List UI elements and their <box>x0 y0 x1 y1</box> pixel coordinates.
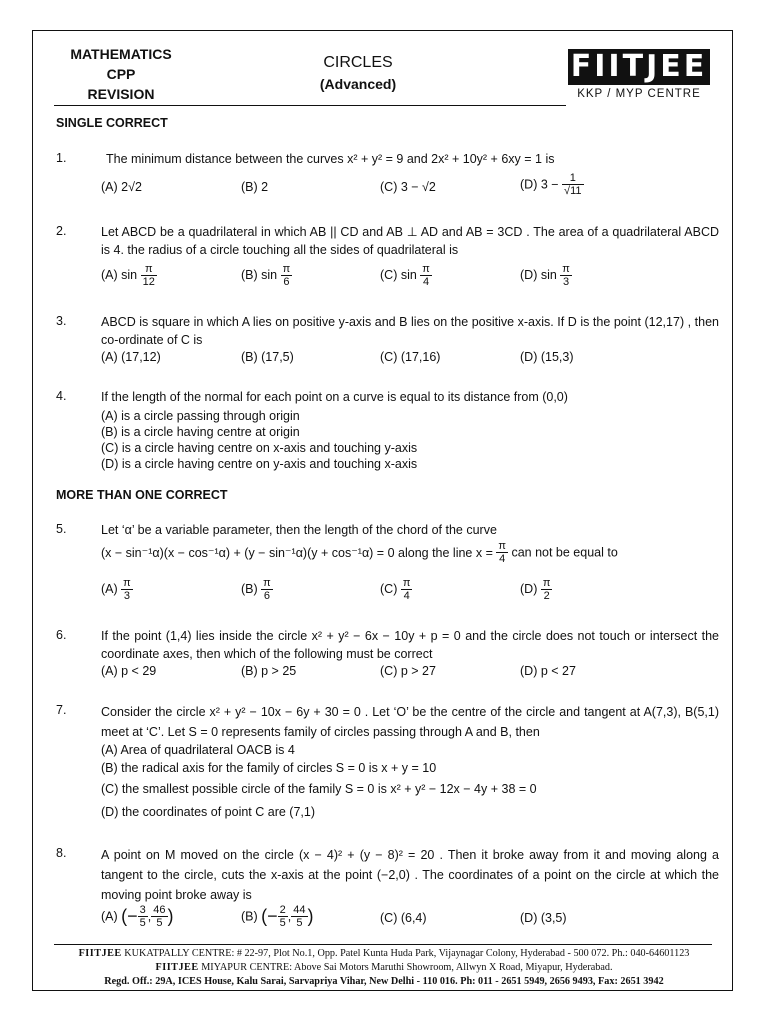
q8-a-x-den: 5 <box>139 917 146 929</box>
footer-miyapur <box>40 961 728 975</box>
q7-option-a: (A) Area of quadrilateral OACB is 4 <box>101 743 295 757</box>
header-divider <box>54 105 566 106</box>
q8-a-x-num: 3 <box>139 904 146 916</box>
q8-number: 8. <box>56 846 67 860</box>
q2-d-num: π <box>562 263 570 275</box>
q5-eq-den: 4 <box>499 553 506 565</box>
q4-option-c: (C) is a circle having centre on x-axis and touching y-axis <box>101 441 418 455</box>
q4-number: 4. <box>56 389 67 403</box>
q5-option-b <box>241 577 273 602</box>
q1-option-d-fraction <box>562 172 583 197</box>
footer-logo-2: FIITJEE <box>155 962 199 973</box>
q5-a-label: (A) <box>101 581 118 596</box>
q5-b-num: π <box>263 577 271 589</box>
q2-option-c <box>380 263 432 288</box>
q6-option-a: (A) p < 29 <box>101 664 157 678</box>
q6-option-b: (B) p > 25 <box>241 664 297 678</box>
q5-c-den: 4 <box>403 590 410 602</box>
q3-option-c: (C) (17,16) <box>380 350 441 364</box>
q8-option-c: (C) (6,4) <box>380 911 427 925</box>
q7-number: 7. <box>56 703 67 717</box>
q5-eq-tail: can not be equal to <box>511 545 618 560</box>
q4-text: If the length of the normal for each point on a curve is equal to its distance from (0,0) <box>101 390 568 404</box>
footer-divider <box>54 944 712 945</box>
q3-option-a: (A) (17,12) <box>101 350 161 364</box>
q2-a-label: (A) sin <box>101 267 138 282</box>
q6-option-c: (C) p > 27 <box>380 664 436 678</box>
footer-regd-office: Regd. Off.: 29A, ICES House, Kalu Sarai, Sarvapriya Vihar, New Delhi - 110 016. Ph: 011 - 2651 5949, 2656 9493, Fax: 2651 3942 <box>104 976 664 987</box>
q2-number: 2. <box>56 224 67 238</box>
q1-option-d-label: (D) 3 − <box>520 177 559 192</box>
q2-c-den: 4 <box>423 276 430 288</box>
q8-b-x-num: 2 <box>279 904 286 916</box>
q6-option-d: (D) p < 27 <box>520 664 576 678</box>
q2-d-den: 3 <box>563 276 570 288</box>
q1-text: The minimum distance between the curves x² + y² = 9 and 2x² + 10y² + 6xy = 1 is <box>106 152 555 166</box>
q3-number: 3. <box>56 314 67 328</box>
q5-d-label: (D) <box>520 581 538 596</box>
q5-eq-main: (x − sin⁻¹α)(x − cos⁻¹α) + (y − sin⁻¹α)(y + cos⁻¹α) = 0 along the line x = <box>101 546 493 560</box>
footer-kukatpally <box>40 947 728 961</box>
q2-a-den: 12 <box>142 276 155 288</box>
q3-option-d: (D) (15,3) <box>520 350 574 364</box>
q1-d-num: 1 <box>562 172 583 185</box>
fiitjee-logo: FIITJEE <box>568 49 710 85</box>
q2-c-label: (C) sin <box>380 267 417 282</box>
q8-option-a: (A) (− $\frac{3}{5}$ , $\frac{46}{5}$ ) <box>101 904 174 929</box>
q8-a-y-num: 46 <box>153 904 166 916</box>
q2-d-label: (D) sin <box>520 267 557 282</box>
q6-number: 6. <box>56 628 67 642</box>
q8-a-y-den: 5 <box>156 917 163 929</box>
subject-label: MATHEMATICS <box>70 46 172 62</box>
q8-text: A point on M moved on the circle (x − 4)² + (y − 8)² = 20 . Then it broke away from it and moving along a tangent to the circle, cuts the x-axis at the point (−2,0) . The coordinates of a point on the circle at which the moving point broke away is <box>101 848 719 902</box>
q5-eq-num: π <box>498 540 506 552</box>
q5-a-den: 3 <box>123 590 131 602</box>
q5-b-label: (B) <box>241 581 258 596</box>
q8-option-d: (D) (3,5) <box>520 911 567 925</box>
q7-option-c: (C) the smallest possible circle of the family S = 0 is x² + y² − 12x − 4y + 38 = 0 <box>101 782 537 796</box>
q1-d-den: √11 <box>564 185 582 197</box>
q2-b-num: π <box>282 263 291 275</box>
q2-option-d <box>520 263 572 288</box>
q8-a-label: (A) <box>101 909 118 924</box>
q4-option-d: (D) is a circle having centre on y-axis and touching x-axis <box>101 457 418 471</box>
revision-label: REVISION <box>87 86 155 102</box>
q5-c-label: (C) <box>380 581 398 596</box>
q1-option-b: (B) 2 <box>241 180 269 194</box>
q1-option-c: (C) 3 − √2 <box>380 180 436 194</box>
q1-option-d <box>520 172 584 197</box>
q8-b-label: (B) <box>241 909 258 924</box>
footer-logo-1: FIITJEE <box>78 948 122 959</box>
footer-line-2: MIYAPUR CENTRE: Above Sai Motors Maruthi Showroom, Allwyn X Road, Miyapur, Hyderabad. <box>201 962 613 973</box>
q8-b-y-num: 44 <box>293 904 306 916</box>
q5-a-num: π <box>123 577 131 589</box>
q5-d-den: 2 <box>543 590 550 602</box>
q5-d-num: π <box>542 577 551 589</box>
subject-block <box>56 44 186 104</box>
section-more-than-one-correct: MORE THAN ONE CORRECT <box>56 488 228 502</box>
section-single-correct: SINGLE CORRECT <box>56 116 168 130</box>
q8-b-x-den: 5 <box>279 917 286 929</box>
q2-b-den: 6 <box>283 276 290 288</box>
q2-c-num: π <box>422 263 430 275</box>
page-title: CIRCLES <box>323 54 393 71</box>
q8-b-y-den: 5 <box>296 917 303 929</box>
q4-option-a: (A) is a circle passing through origin <box>101 409 300 423</box>
q7-option-b: (B) the radical axis for the family of circles S = 0 is x + y = 10 <box>101 761 437 775</box>
q2-a-num: π <box>141 263 157 276</box>
q5-option-d <box>520 577 552 602</box>
q5-number: 5. <box>56 522 67 536</box>
q2-b-label: (B) sin <box>241 267 278 282</box>
q1-number: 1. <box>56 151 67 165</box>
q7-text: Consider the circle x² + y² − 10x − 6y + 30 = 0 . Let ‘O’ be the centre of the circle and tangent at A(7,3), B(5,1) meet at ‘C’. Let S = 0 represents family of circles passing through A and B, then <box>101 705 719 739</box>
q4-option-b: (B) is a circle having centre at origin <box>101 425 300 439</box>
page-subtitle: (Advanced) <box>319 76 397 92</box>
title-block <box>288 52 428 94</box>
footer-line-1: KUKATPALLY CENTRE: # 22-97, Plot No.1, Opp. Patel Kunta Huda Park, Vijaynagar Colony, Hyderabad - 500 072. Ph.: 040-64601123 <box>124 948 690 959</box>
q7-option-d: (D) the coordinates of point C are (7,1) <box>101 805 315 819</box>
q5-option-a <box>101 577 133 602</box>
q2-option-a <box>101 263 157 288</box>
q1-option-a: (A) 2√2 <box>101 180 142 194</box>
q5-equation <box>101 540 618 565</box>
q2-option-b <box>241 263 292 288</box>
q5-option-c <box>380 577 412 602</box>
q2-text: Let ABCD be a quadrilateral in which AB || CD and AB ⊥ AD and AB = 3CD . The area of a quadrilateral ABCD is 4. the radius of a circle touching all the sides of quadrilateral is <box>101 225 719 257</box>
q5-b-den: 6 <box>263 590 271 602</box>
q5-c-num: π <box>402 577 411 589</box>
cpp-label: CPP <box>106 66 136 82</box>
q5-text: Let ‘α’ be a variable parameter, then the length of the chord of the curve <box>101 523 497 537</box>
q3-option-b: (B) (17,5) <box>241 350 294 364</box>
q6-text: If the point (1,4) lies inside the circle x² + y² − 6x − 10y + p = 0 and the circle does not touch or intersect the coordinate axes, then which of the following must be correct <box>101 629 719 661</box>
centre-label: KKP / MYP CENTRE <box>577 88 701 100</box>
q8-option-b: (B) (− $\frac{2}{5}$ , $\frac{44}{5}$ ) <box>241 904 314 929</box>
q3-text: ABCD is square in which A lies on positive y-axis and B lies on the positive x-axis. If D is the point (12,17) , then co-ordinate of C is <box>101 315 719 347</box>
